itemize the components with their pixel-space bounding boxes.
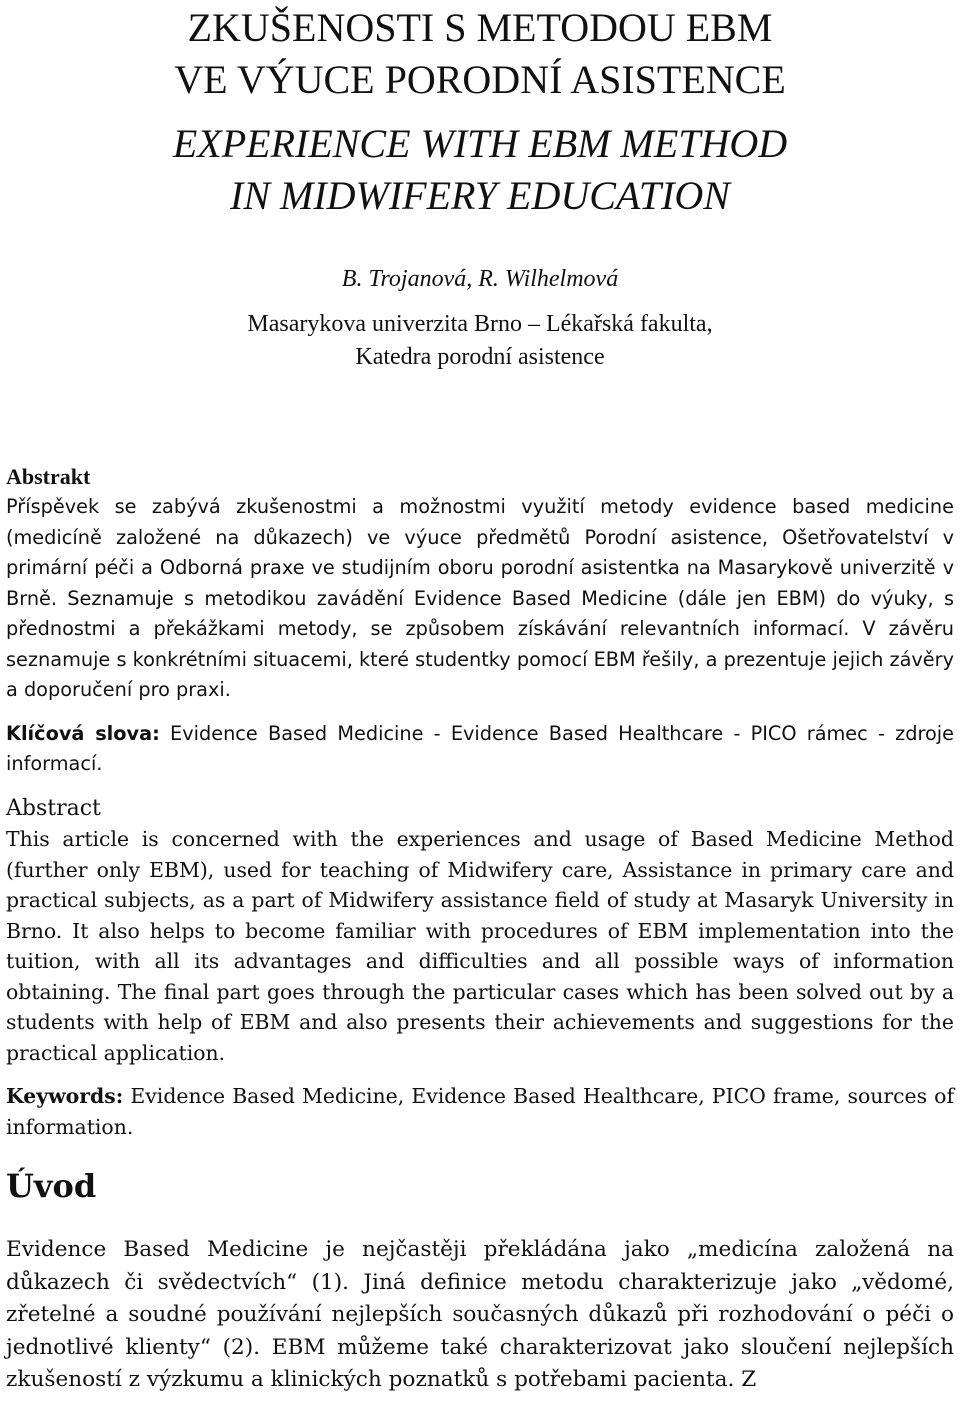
intro-heading: Úvod bbox=[6, 1167, 97, 1205]
abstrakt-keywords-label: Klíčová slova: bbox=[6, 721, 160, 745]
abstrakt-keywords-text: Evidence Based Medicine - Evidence Based Healthcare - PICO rámec - zdroje informací. bbox=[6, 721, 954, 775]
abstrakt-keywords bbox=[6, 719, 954, 780]
abstrakt-text: Příspěvek se zabývá zkušenostmi a možnostmi využití metody evidence based medicine (medicíně založené na důkazech) ve výuce předmětů Porodní asistence, Ošetřovatelství v primární péči a Odborná praxe ve studijním oboru porodní asistentka na Masarykově univerzitě v Brně. Seznamuje s metodikou zavádění Evidence Based Medicine (dále jen EBM) do výuky, s přednostmi a překážkami metody, se způsobem získávání relevantních informací. V závěru seznamuje s konkrétními situacemi, které studentky pomocí EBM řešily, a prezentuje jejich závěry a doporučení pro praxi. bbox=[6, 495, 954, 701]
abstract-keywords-text: Evidence Based Medicine, Evidence Based Healthcare, PICO frame, sources of information. bbox=[6, 1084, 955, 1139]
title-czech-line-2: VE VÝUCE PORODNÍ ASISTENCE bbox=[174, 57, 786, 102]
intro-text: Evidence Based Medicine je nejčastěji překládána jako „medicína založená na důkazech či svědectvích“ (1). Jiná definice metodu charakterizuje jako „vědomé, zřetelné a soudné používání nejlepších současných důkazů při rozhodování o péči o jednotlivé klienty“ (2). EBM můžeme také charakterizovat jako sloučení nejlepších zkušeností z výzkumu a klinických poznatků s potřebami pacienta. Z bbox=[6, 1237, 954, 1392]
title-english-line-2: IN MIDWIFERY EDUCATION bbox=[230, 173, 730, 218]
abstract-keywords-label: Keywords: bbox=[6, 1084, 124, 1108]
affiliation-line-2: Katedra porodní asistence bbox=[355, 344, 605, 370]
title-czech-line-1: ZKUŠENOSTI S METODOU EBM bbox=[187, 5, 773, 50]
affiliation-line-1: Masarykova univerzita Brno – Lékařská fakulta, bbox=[247, 311, 713, 337]
title-english-line-1: EXPERIENCE WITH EBM METHOD bbox=[172, 121, 788, 166]
abstract-text: This article is concerned with the experiences and usage of Based Medicine Method (further only EBM), used for teaching of Midwifery care, Assistance in primary care and practical subjects, as a part of Midwifery assistance field of study at Masaryk University in Brno. It also helps to become familiar with procedures of EBM implementation into the tuition, with all its advantages and difficulties and all possible ways of information obtaining. The final part goes through the particular cases which has been solved out by a students with help of EBM and also presents their achievements and suggestions for the practical application. bbox=[6, 827, 954, 1065]
authors: B. Trojanová, R. Wilhelmová bbox=[341, 266, 619, 292]
abstrakt-heading: Abstrakt bbox=[6, 464, 91, 489]
title-czech bbox=[6, 0, 954, 106]
paper-page bbox=[6, 0, 954, 1397]
title-english bbox=[6, 118, 954, 222]
abstract-heading: Abstract bbox=[6, 795, 101, 821]
affiliation bbox=[6, 308, 954, 374]
abstract-keywords bbox=[6, 1081, 954, 1142]
